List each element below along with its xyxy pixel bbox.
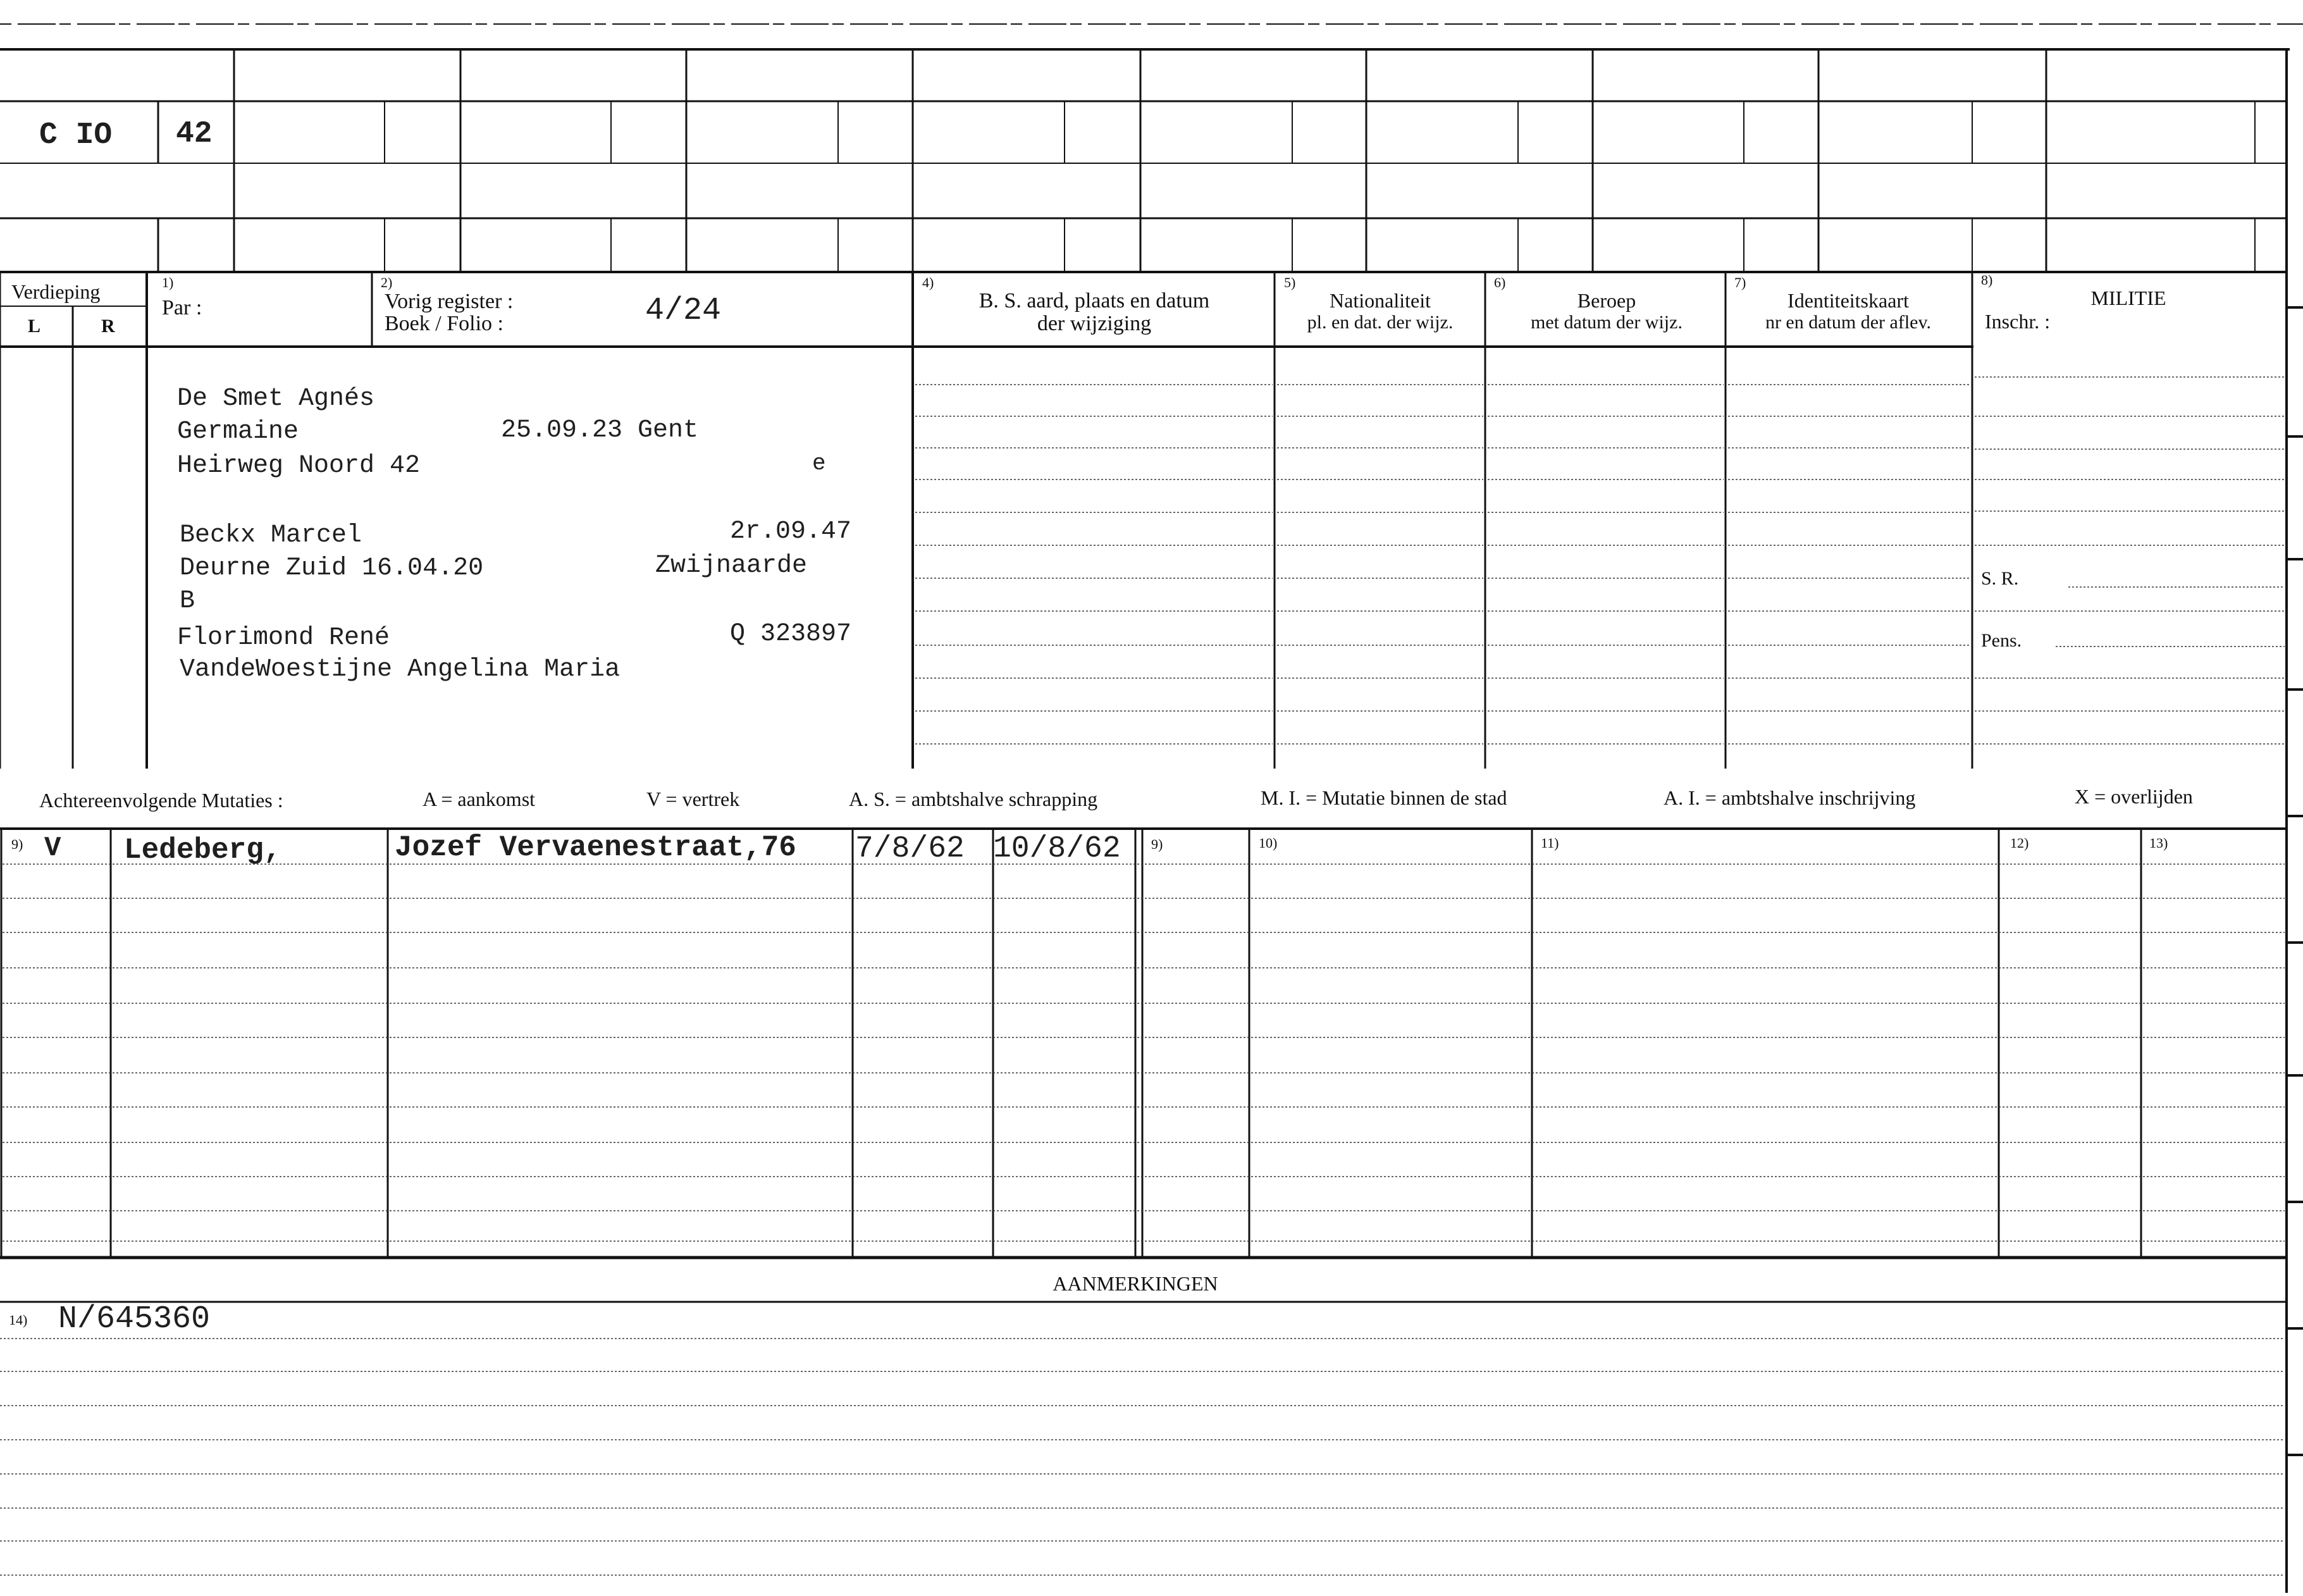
floor-right-label: R	[101, 316, 115, 337]
col5-header-line2: pl. en dat. der wijz.	[1307, 312, 1454, 333]
person-line4-name: Beckx Marcel	[180, 521, 362, 550]
col4-header-line1: B. S. aard, plaats en datum	[979, 289, 1210, 312]
legend-intro: Achtereenvolgende Mutaties :	[39, 789, 283, 812]
person-line7-name: Florimond René	[177, 624, 390, 652]
mut-col9a-number: 9)	[11, 836, 23, 852]
col5-number: 5)	[1284, 275, 1296, 290]
person-line3: Heirweg Noord 42	[177, 452, 421, 480]
person-line3-mark: e	[812, 450, 826, 476]
middle-ruled-lines	[915, 377, 2285, 744]
remarks-value: N/645360	[58, 1301, 211, 1337]
mut-col12-number: 12)	[2010, 835, 2029, 851]
mutations-legend	[39, 785, 2193, 812]
card-frame	[0, 24, 2303, 1593]
legend-vertrek: V = vertrek	[646, 788, 740, 810]
legend-overlijden: X = overlijden	[2075, 785, 2193, 808]
mut-col9b-number: 9)	[1151, 836, 1163, 852]
mutation-date1: 7/8/62	[855, 832, 965, 866]
mutations-ruled-lines	[3, 864, 2285, 1241]
mutation-row-1	[44, 831, 1121, 867]
mutation-place: Ledeberg,	[124, 834, 281, 867]
militie-inschr-label: Inschr. :	[1985, 310, 2051, 333]
legend-ambtshalve-schrapping: A. S. = ambtshalve schrapping	[849, 788, 1098, 810]
person-block	[177, 385, 851, 684]
col5-header-line1: Nationaliteit	[1330, 289, 1431, 312]
remarks-ruled-lines	[0, 1339, 2285, 1575]
col2-number: 2)	[381, 275, 393, 290]
remarks-number: 14)	[9, 1312, 28, 1328]
remarks-title: AANMERKINGEN	[1053, 1272, 1218, 1295]
mutation-address: Jozef Vervaenestraat,76	[395, 831, 796, 864]
person-line7-card: Q 323897	[730, 620, 852, 648]
legend-mutatie-stad: M. I. = Mutatie binnen de stad	[1261, 786, 1507, 809]
mut-col11-number: 11)	[1541, 835, 1559, 851]
legend-ambtshalve-inschrijving: A. I. = ambtshalve inschrijving	[1664, 786, 1916, 809]
verdieping-label: Verdieping	[11, 280, 101, 303]
person-line6: B	[180, 587, 195, 616]
legend-aankomst: A = aankomst	[423, 788, 536, 810]
militie-sr-label: S. R.	[1981, 568, 2019, 589]
mutation-type: V	[44, 832, 61, 864]
person-line8: VandeWoestijne Angelina Maria	[180, 655, 621, 684]
boek-folio-label: Boek / Folio :	[385, 312, 503, 335]
col4-number: 4)	[922, 275, 934, 290]
col8-number: 8)	[1981, 272, 1993, 288]
col4-header-line2: der wijziging	[1037, 312, 1152, 335]
person-line5-place: Zwijnaarde	[655, 552, 808, 580]
boek-folio-value: 4/24	[645, 293, 722, 329]
person-line5-birth: Deurne Zuid 16.04.20	[180, 554, 484, 583]
mutations-grid	[0, 829, 2287, 1258]
person-line2-birth: 25.09.23 Gent	[501, 416, 699, 445]
person-line2-name: Germaine	[177, 418, 299, 446]
col1-label: Par :	[162, 296, 202, 319]
militie-pens-label: Pens.	[1981, 630, 2022, 651]
register-code: C IO	[39, 118, 113, 152]
mut-col10-number: 10)	[1259, 835, 1278, 851]
col6-header-line2: met datum der wijz.	[1531, 312, 1682, 333]
col7-header-line1: Identiteitskaart	[1787, 289, 1909, 312]
col6-header-line1: Beroep	[1577, 289, 1636, 312]
militie-title: MILITIE	[2090, 287, 2166, 309]
col1-number: 1)	[162, 275, 174, 290]
person-line1: De Smet Agnés	[177, 385, 375, 413]
col6-number: 6)	[1494, 275, 1506, 290]
floor-left-label: L	[28, 316, 41, 337]
edge-ticks	[2287, 307, 2303, 1455]
person-line4-date: 2r.09.47	[730, 517, 852, 546]
top-grid	[0, 49, 2287, 272]
mut-col13-number: 13)	[2149, 835, 2168, 851]
mutation-date2: 10/8/62	[993, 832, 1121, 866]
vorig-register-label: Vorig register :	[385, 290, 514, 313]
section-header-lines	[0, 272, 1973, 769]
register-number: 42	[176, 117, 213, 151]
col7-number: 7)	[1734, 275, 1746, 290]
col7-header-line2: nr en datum der aflev.	[1765, 312, 1932, 333]
